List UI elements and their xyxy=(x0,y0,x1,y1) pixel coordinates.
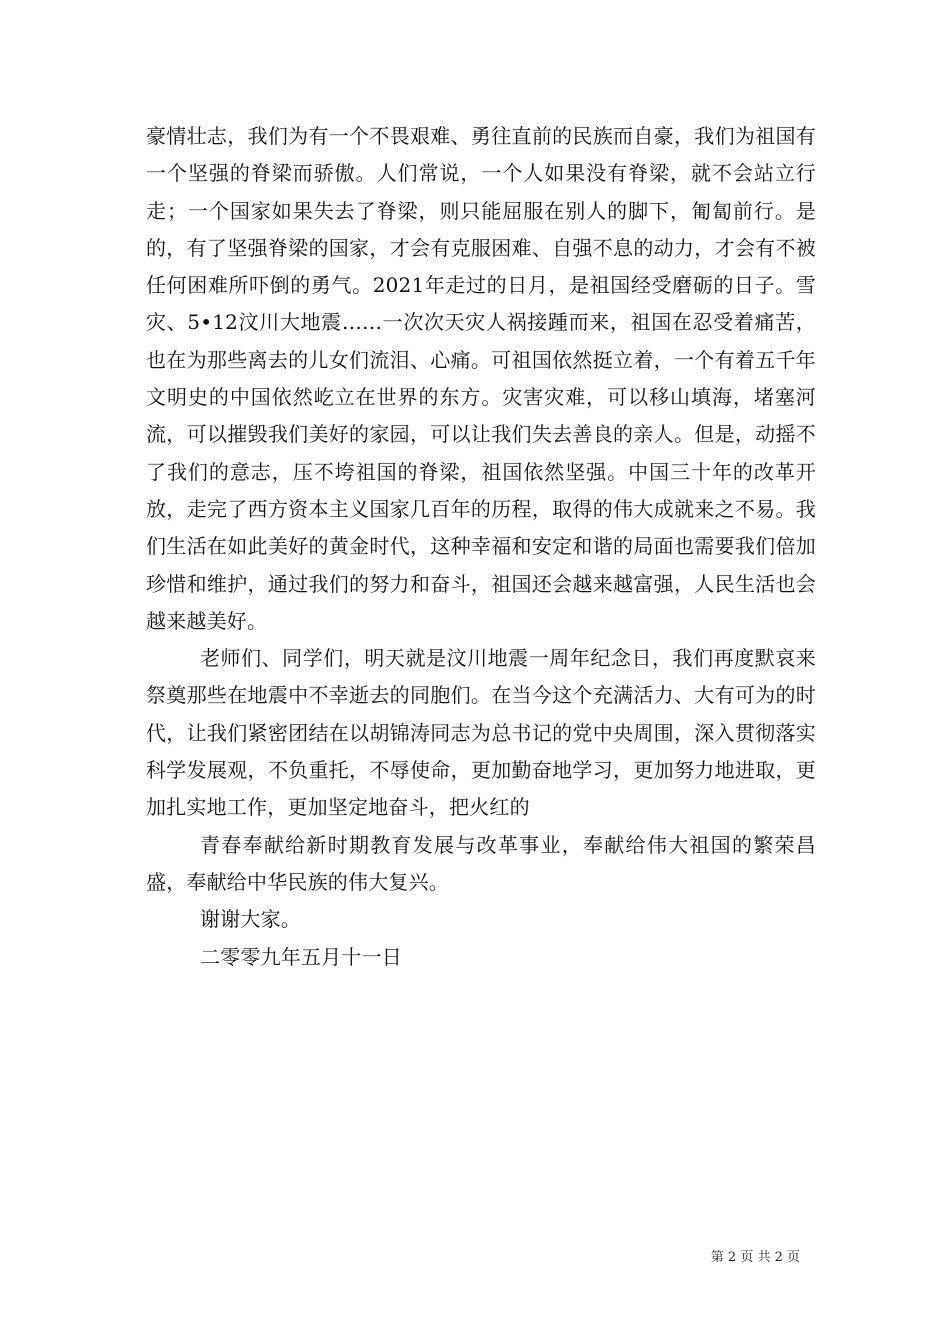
paragraph-date: 二零零九年五月十一日 xyxy=(200,944,402,969)
paragraph-dedication: 青春奉献给新时期教育发展与改革事业，奉献给伟大祖国的繁荣昌盛，奉献给中华民族的伟大复兴。 xyxy=(146,832,816,894)
paragraph-thanks: 谢谢大家。 xyxy=(200,907,301,932)
document-body xyxy=(146,118,816,976)
paragraph-continuation: 豪情壮志，我们为有一个不畏艰难、勇往直前的民族而自豪，我们为祖国有一个坚强的脊梁而骄傲。人们常说，一个人如果没有脊梁，就不会站立行走；一个国家如果失去了脊梁，则只能屈服在别人的脚下，匍匐前行。是的，有了坚强脊梁的国家，才会有克服困难、自强不息的动力，才会有不被任何困难所吓倒的勇气。2021年走过的日月，是祖国经受磨砺的日子。雪灾、5•12汶川大地震……一次次天灾人祸接踵而来，祖国在忍受着痛苦，也在为那些离去的儿女们流泪、心痛。可祖国依然挺立着，一个有着五千年文明史的中国依然屹立在世界的东方。灾害灾难，可以移山填海，堵塞河流，可以摧毁我们美好的家园，可以让我们失去善良的亲人。但是，动摇不了我们的意志，压不垮祖国的脊梁，祖国依然坚强。中国三十年的改革开放，走完了西方资本主义国家几百年的历程，取得的伟大成就来之不易。我们生活在如此美好的黄金时代，这种幸福和安定和谐的局面也需要我们倍加珍惜和维护，通过我们的努力和奋斗，祖国还会越来越富强，人民生活也会越来越美好。 xyxy=(146,124,816,633)
paragraph-commemoration: 老师们、同学们，明天就是汶川地震一周年纪念日，我们再度默哀来祭奠那些在地震中不幸逝去的同胞们。在当今这个充满活力、大有可为的时代，让我们紧密团结在以胡锦涛同志为总书记的党中央周围，深入贯彻落实科学发展观，不负重托，不辱使命，更加勤奋地学习，更加努力地进取，更加扎实地工作，更加坚定地奋斗，把火红的 xyxy=(146,646,816,820)
page-number-footer: 第 2 页 共 2 页 xyxy=(710,1250,800,1265)
